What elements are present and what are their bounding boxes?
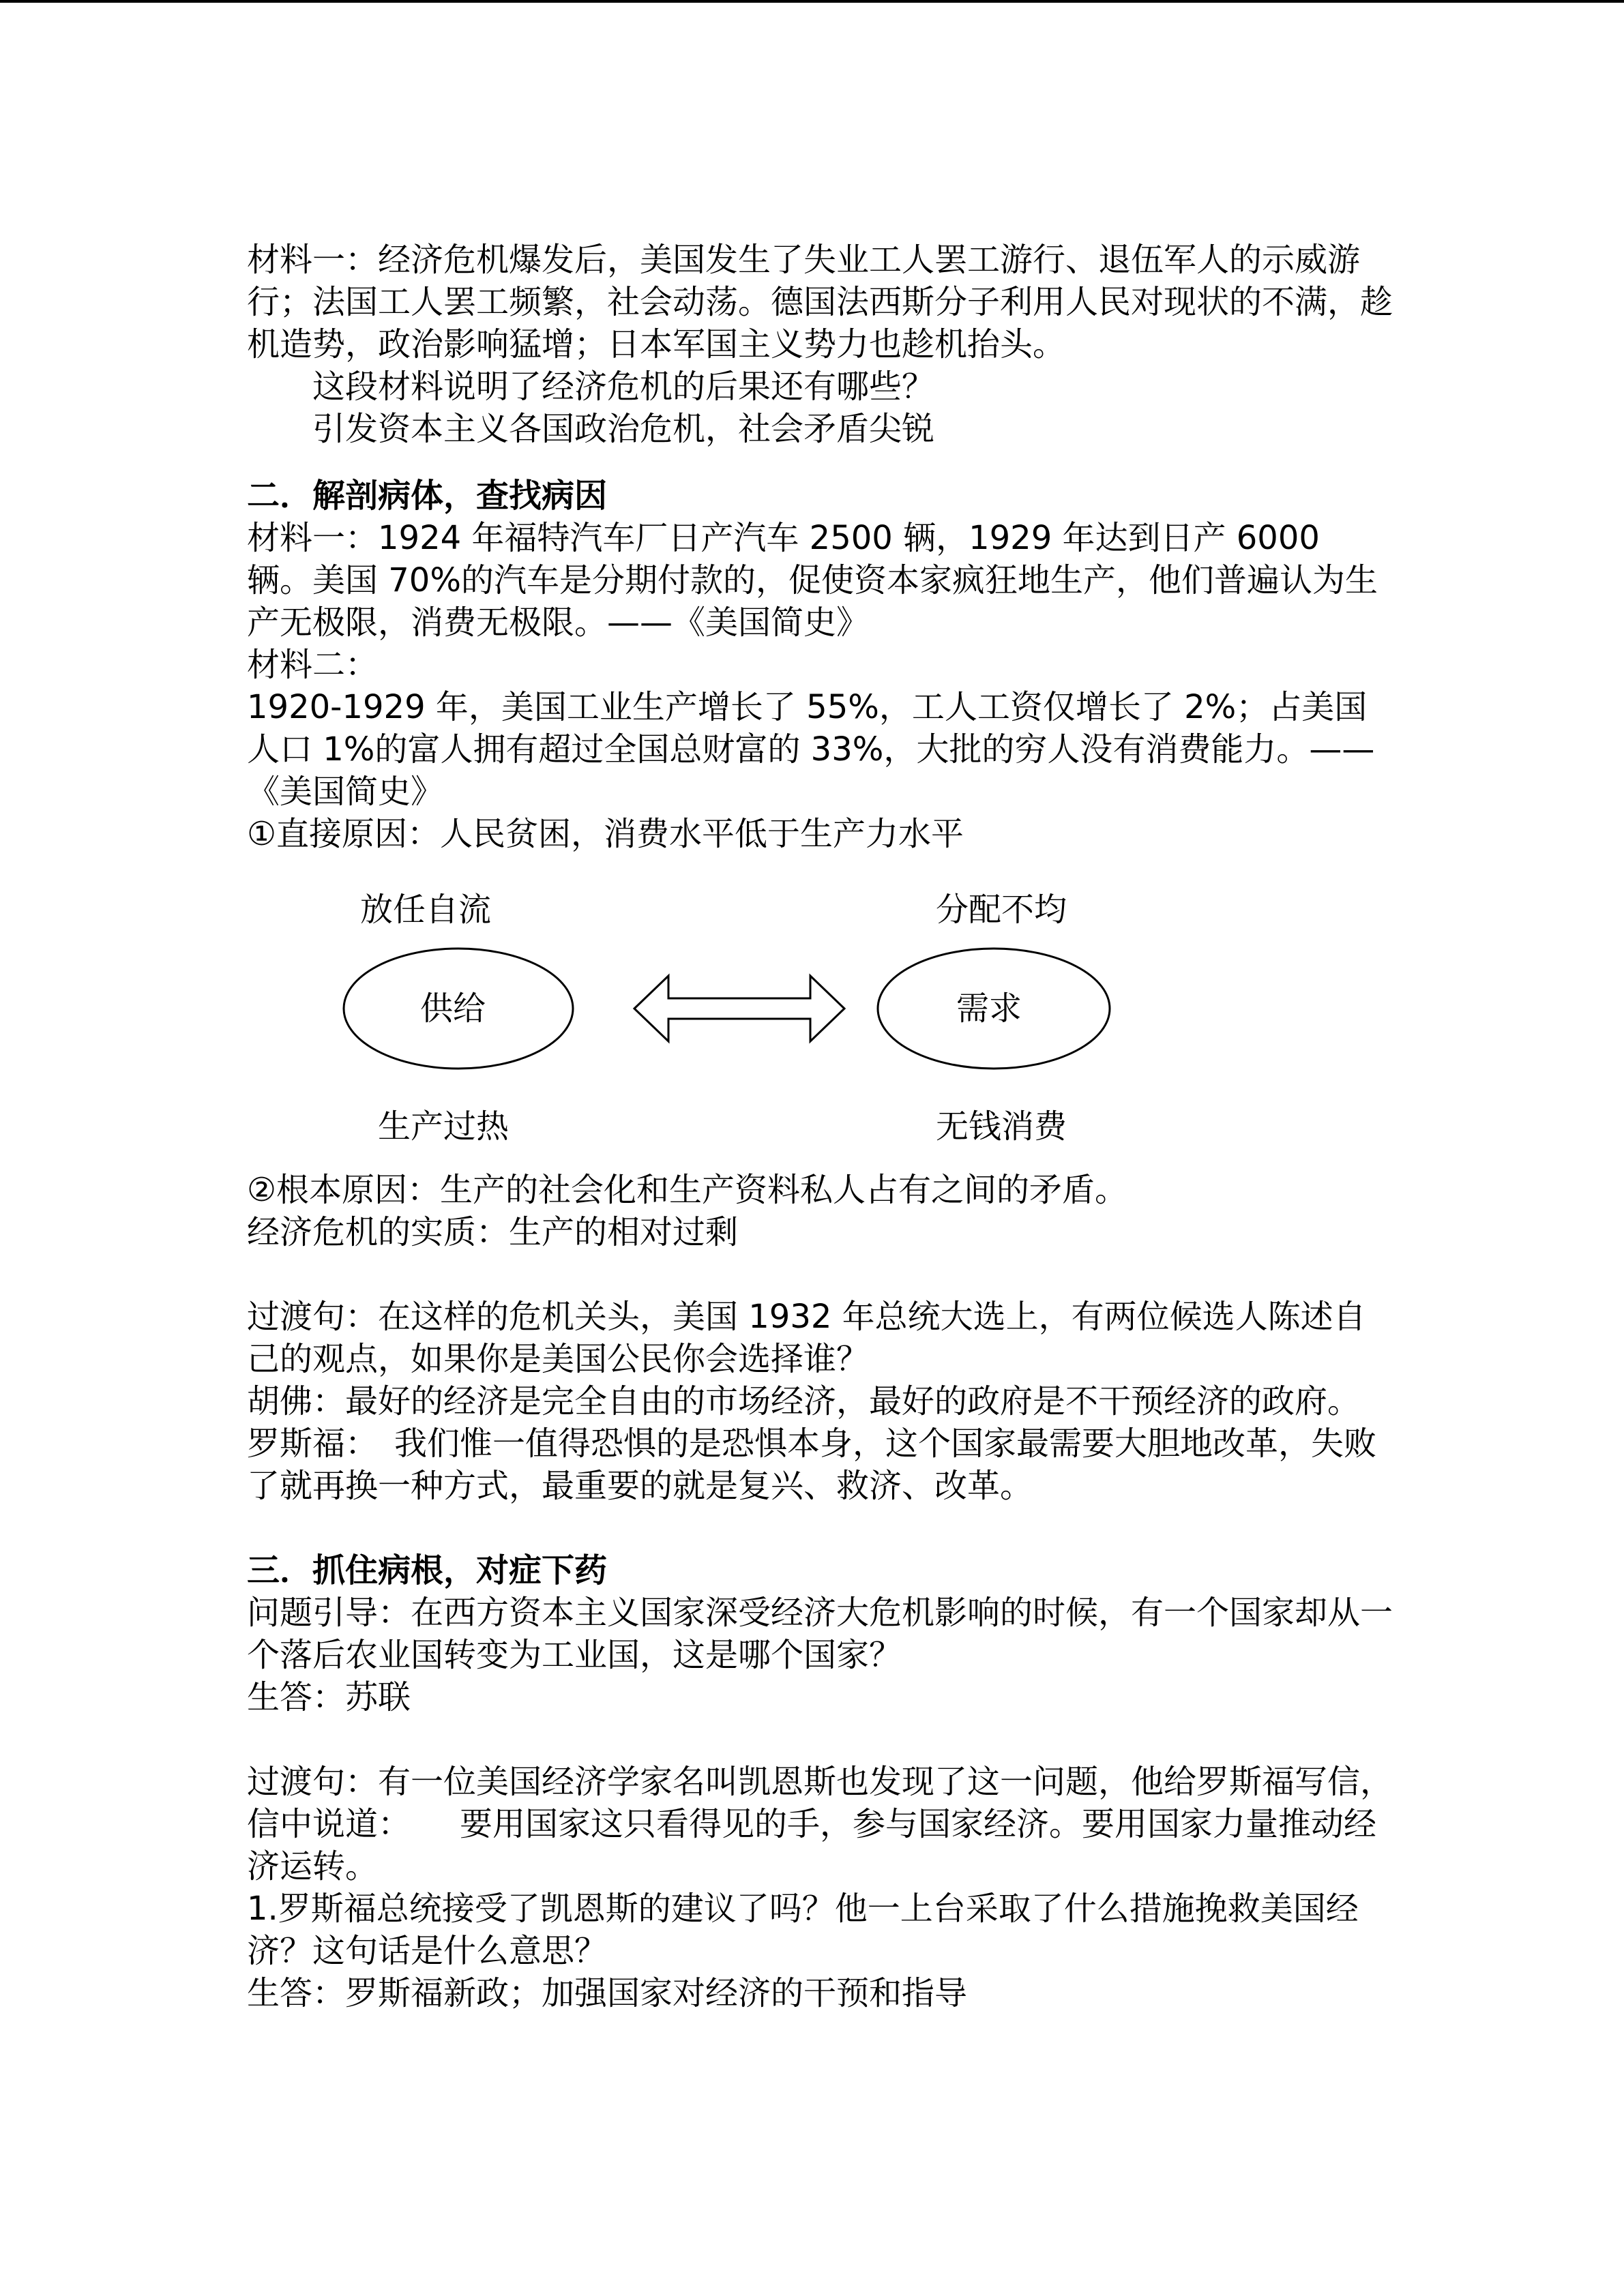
- question-1: 1.罗斯福总统接受了凯恩斯的建议了吗？他一上台采取了什么措施挽救美国经济？这句话是什么意思？: [247, 1890, 1359, 1970]
- student-answer-2: 生答：罗斯福新政；加强国家对经济的干预和指导: [247, 1974, 968, 2012]
- question-guide: 问题引导：在西方资本主义国家深受经济大危机影响的时候，有一个国家却从一个落后农业国转变为工业国，这是哪个国家？: [247, 1594, 1393, 1674]
- section2-material1: 材料一：1924 年福特汽车厂日产汽车 2500 辆，1929 年达到日产 6000 辆。美国 70%的汽车是分期付款的，促使资本家疯狂地生产，他们普遍认为生产无极限，消费无极限。——《美国简史》: [247, 519, 1378, 642]
- top-border-line: [0, 0, 1624, 3]
- root-cause: ②根本原因：生产的社会化和生产资料私人占有之间的矛盾。: [247, 1171, 1128, 1209]
- section1-answer: 引发资本主义各国政治危机，社会矛盾尖锐: [312, 410, 935, 448]
- section3-transition: 过渡句：有一位美国经济学家名叫凯恩斯也发现了这一问题，他给罗斯福写信，信中说道： 要用国家这只看得见的手，参与国家经济。要用国家力量推动经济运转。: [247, 1763, 1393, 1885]
- label-unequal-distribution: 分配不均: [936, 891, 1067, 929]
- section2-heading: 二．解剖病体，查找病因: [247, 477, 608, 515]
- supply-demand-diagram: [247, 889, 1393, 1169]
- label-overproduction: 生产过热: [378, 1107, 510, 1146]
- hoover-quote: 胡佛：最好的经济是完全自由的市场经济，最好的政府是不干预经济的政府。: [247, 1382, 1361, 1420]
- roosevelt-quote: 罗斯福： 我们惟一值得恐惧的是恐惧本身，这个国家最需要大胆地改革，失败了就再换一种方式，最重要的就是复兴、救济、改革。: [247, 1425, 1377, 1505]
- label-supply: 供给: [420, 989, 486, 1028]
- section2-transition: 过渡句：在这样的危机关头，美国 1932 年总统大选上，有两位候选人陈述自己的观点，如果你是美国公民你会选择谁？: [247, 1298, 1366, 1378]
- label-demand: 需求: [956, 989, 1022, 1028]
- document-body: [247, 239, 1393, 2014]
- double-arrow: [634, 976, 844, 1041]
- student-answer-1: 生答：苏联: [247, 1678, 411, 1716]
- section3-heading: 三．抓住病根，对症下药: [247, 1551, 608, 1590]
- section2-material2-label: 材料二：: [247, 646, 379, 684]
- label-laissez-faire: 放任自流: [360, 891, 492, 929]
- section2-material2: 1920-1929 年，美国工业生产增长了 55%，工人工资仅增长了 2%；占美国人口 1%的富人拥有超过全国总财富的 33%，大批的穷人没有消费能力。——《美国简史》: [247, 688, 1375, 811]
- label-no-money: 无钱消费: [936, 1107, 1067, 1146]
- section1-material1: 材料一：经济危机爆发后，美国发生了失业工人罢工游行、退伍军人的示威游行；法国工人罢工频繁，社会动荡。德国法西斯分子利用人民对现状的不满，趁机造势，政治影响猛增；日本军国主义势力也趁机抬头。: [247, 241, 1393, 363]
- direct-cause: ①直接原因：人民贫困，消费水平低于生产力水平: [247, 815, 964, 853]
- section1-question: 这段材料说明了经济危机的后果还有哪些？: [312, 368, 935, 406]
- crisis-essence: 经济危机的实质：生产的相对过剩: [247, 1213, 739, 1251]
